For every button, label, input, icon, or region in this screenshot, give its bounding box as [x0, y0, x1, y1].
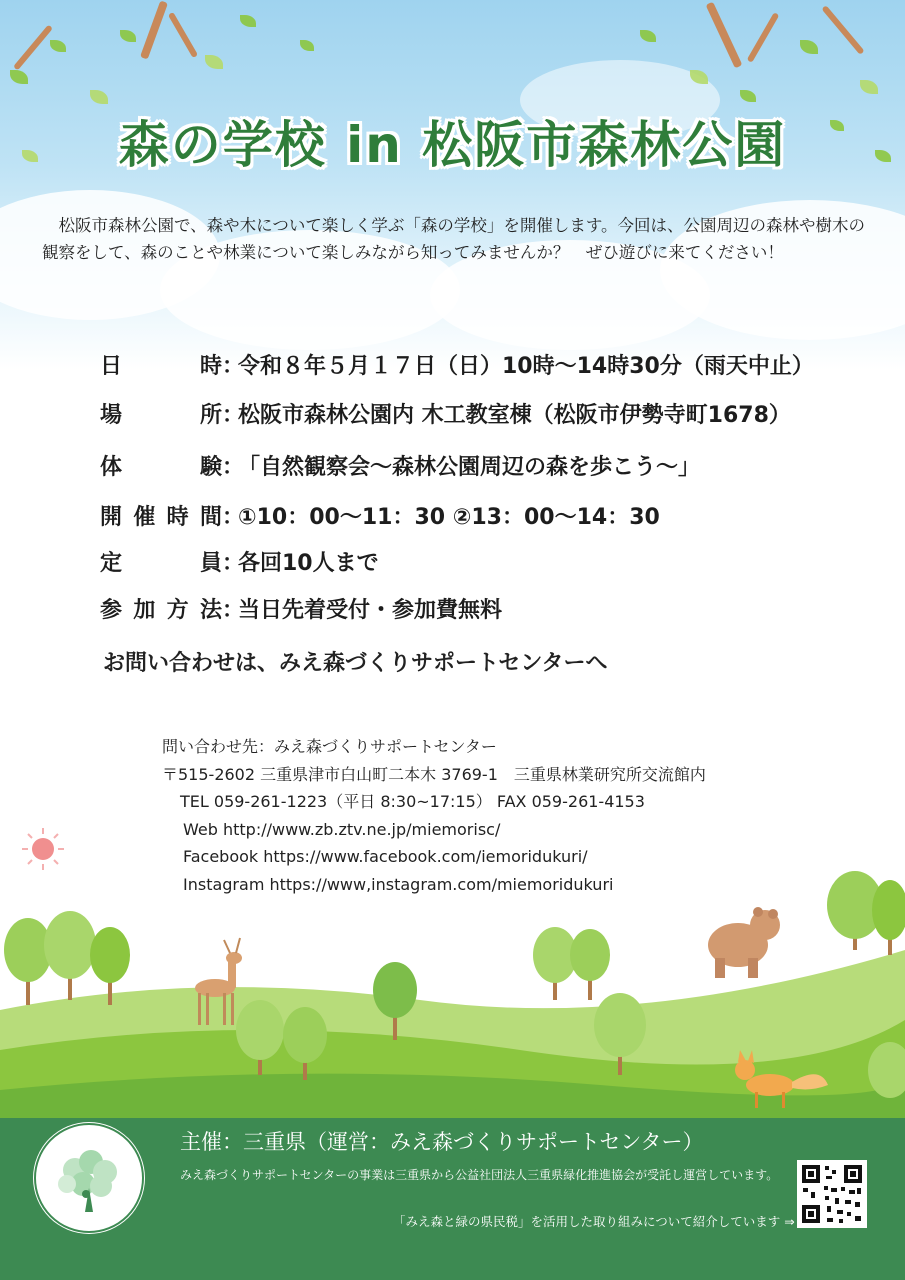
- detail-row-experience: 体 験：「自然観察会～森林公園周辺の森を歩こう～」: [100, 450, 700, 481]
- hills-illustration: [0, 860, 905, 1118]
- detail-value: 「自然観察会～森林公園周辺の森を歩こう～」: [238, 455, 701, 480]
- tax-note: 「みえ森と緑の県民税」を活用した取り組みについて紹介しています ⇒: [393, 1214, 795, 1229]
- detail-label: 定 員: [100, 551, 222, 576]
- detail-row-participation: 参加方法：当日先着受付・参加費無料: [100, 593, 502, 624]
- contact-web-link[interactable]: Web http://www.zb.ztv.ne.jp/miemorisc/: [183, 819, 501, 839]
- contact-address: 〒515-2602 三重県津市白山町二本木 3769-1 三重県林業研究所交流館内: [162, 764, 706, 784]
- detail-value: ①10：00～11：30 ②13：00～14：30: [238, 505, 660, 530]
- operation-note: みえ森づくりサポートセンターの事業は三重県から公益社団法人三重県緑化推進協会が受託し運営しています。: [180, 1168, 779, 1182]
- detail-label: 開催時間: [100, 505, 222, 530]
- page-title: 森の学校 in 松阪市森林公園: [118, 116, 787, 174]
- contact-instagram-link[interactable]: Instagram https://www,instagram.com/miemoridukuri: [183, 874, 614, 894]
- organizer-text: 主催：三重県（運営：みえ森づくりサポートセンター）: [180, 1130, 704, 1154]
- detail-value: 各回10人まで: [238, 551, 379, 576]
- intro-text: 松阪市森林公園で、森や木について楽しく学ぶ「森の学校」を開催します。今回は、公園周辺の森林や樹木の観察をして、森のことや林業について楽しみながら知ってみませんか？ ぜひ遊びに来てください！: [42, 216, 866, 262]
- detail-label: 場 所: [100, 403, 222, 428]
- detail-value: 当日先着受付・参加費無料: [238, 598, 503, 623]
- detail-row-datetime: 日 時：令和８年５月１７日（日）10時～14時30分（雨天中止）: [100, 349, 814, 380]
- detail-label: 体 験: [100, 455, 222, 480]
- detail-label: 日 時: [100, 354, 222, 379]
- detail-value: 令和８年５月１７日（日）10時～14時30分（雨天中止）: [238, 354, 814, 379]
- contact-facebook-link[interactable]: Facebook https://www.facebook.com/iemoridukuri/: [183, 847, 588, 866]
- detail-row-place: 場 所：松阪市森林公園内 木工教室棟（松阪市伊勢寺町1678）: [100, 398, 791, 429]
- bear-icon: [708, 907, 780, 978]
- qr-code-icon[interactable]: [797, 1160, 867, 1228]
- detail-label: 参加方法: [100, 598, 222, 623]
- detail-row-capacity: 定 員：各回10人まで: [100, 546, 379, 577]
- contact-phone: TEL 059-261-1223（平日 8:30~17:15） FAX 059-261-4153: [180, 792, 645, 811]
- detail-value: 松阪市森林公園内 木工教室棟（松阪市伊勢寺町1678）: [238, 403, 791, 428]
- contact-heading: 問い合わせ先：みえ森づくりサポートセンター: [162, 737, 497, 756]
- prefectural-tax-logo: [33, 1122, 145, 1234]
- sky-background: [0, 0, 905, 370]
- detail-row-session-times: 開催時間：①10：00～11：30 ②13：00～14：30: [100, 500, 660, 531]
- inquiry-heading: お問い合わせは、みえ森づくりサポートセンターへ: [103, 651, 608, 676]
